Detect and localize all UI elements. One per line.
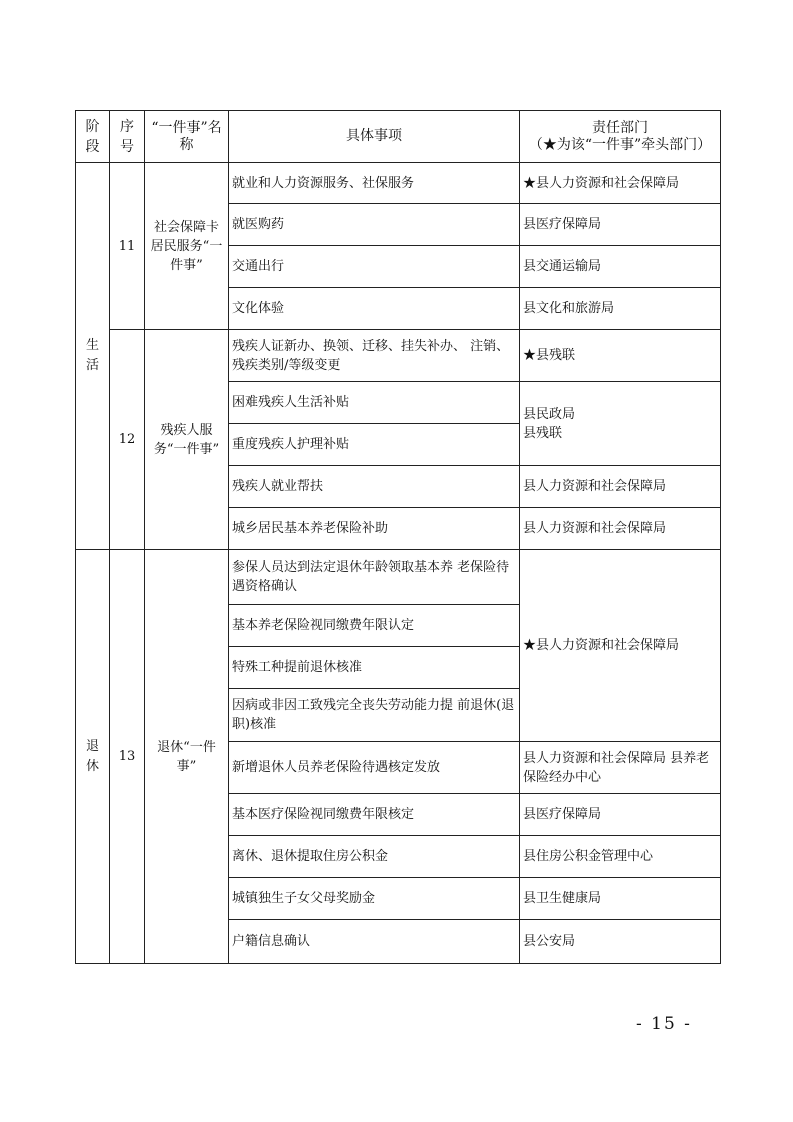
table-row: [76, 550, 721, 605]
group-num-12: 12: [110, 330, 145, 550]
dept-cell: ★县人力资源和社会保障局: [520, 163, 721, 204]
dept-cell: ★县残联: [520, 330, 721, 382]
page-number: - 15 -: [636, 1014, 692, 1034]
dept-cell: 县住房公积金管理中心: [520, 836, 721, 878]
dept-cell: 县人力资源和社会保障局: [520, 508, 721, 550]
header-dept-line1: 责任部门: [592, 119, 648, 136]
item-cell: 残疾人证新办、换领、迁移、挂失补办、 注销、残疾类别/等级变更: [229, 330, 520, 382]
item-cell: 因病或非因工致残完全丧失劳动能力提 前退休(退职)核准: [229, 689, 520, 742]
group-name-13: 退休“一件事”: [145, 550, 229, 964]
service-table: [75, 110, 721, 964]
dept-cell: 县人力资源和社会保障局 县养老保险经办中心: [520, 742, 721, 794]
header-item: 具体事项: [229, 111, 520, 163]
header-dept-line2: （★为该“一件事”牵头部门）: [528, 136, 712, 153]
item-cell: 残疾人就业帮扶: [229, 466, 520, 508]
table-row: [76, 330, 721, 382]
dept-cell: 县民政局 县残联: [520, 382, 721, 466]
table-header-row: [76, 111, 721, 163]
item-cell: 户籍信息确认: [229, 920, 520, 964]
dept-cell: 县文化和旅游局: [520, 288, 721, 330]
item-cell: 城乡居民基本养老保险补助: [229, 508, 520, 550]
item-cell: 基本养老保险视同缴费年限认定: [229, 605, 520, 647]
stage-cell-life: 生活: [76, 163, 110, 550]
group-name-12: 残疾人服务“一件事”: [145, 330, 229, 550]
header-dept: [520, 111, 721, 163]
dept-cell: 县人力资源和社会保障局: [520, 466, 721, 508]
table-row: [76, 163, 721, 204]
group-name-11: 社会保障卡居民服务“一件事”: [145, 163, 229, 330]
dept-cell: 县医疗保障局: [520, 794, 721, 836]
dept-cell: 县公安局: [520, 920, 721, 964]
dept-cell: 县卫生健康局: [520, 878, 721, 920]
item-cell: 就医购药: [229, 204, 520, 246]
stage-cell-retire: 退休: [76, 550, 110, 964]
item-cell: 基本医疗保险视同缴费年限核定: [229, 794, 520, 836]
dept-cell: 县医疗保障局: [520, 204, 721, 246]
item-cell: 重度残疾人护理补贴: [229, 424, 520, 466]
item-cell: 离休、退休提取住房公积金: [229, 836, 520, 878]
group-num-11: 11: [110, 163, 145, 330]
item-cell: 困难残疾人生活补贴: [229, 382, 520, 424]
item-cell: 特殊工种提前退休核准: [229, 647, 520, 689]
item-cell: 交通出行: [229, 246, 520, 288]
item-cell: 城镇独生子女父母奖励金: [229, 878, 520, 920]
item-cell: 新增退休人员养老保险待遇核定发放: [229, 742, 520, 794]
header-name: “一件事”名称: [145, 111, 229, 163]
group-num-13: 13: [110, 550, 145, 964]
dept-cell: ★县人力资源和社会保障局: [520, 550, 721, 742]
item-cell: 文化体验: [229, 288, 520, 330]
item-cell: 就业和人力资源服务、社保服务: [229, 163, 520, 204]
header-stage: 阶段: [76, 111, 110, 163]
item-cell: 参保人员达到法定退休年龄领取基本养 老保险待遇资格确认: [229, 550, 520, 605]
dept-cell: 县交通运输局: [520, 246, 721, 288]
header-num: 序号: [110, 111, 145, 163]
